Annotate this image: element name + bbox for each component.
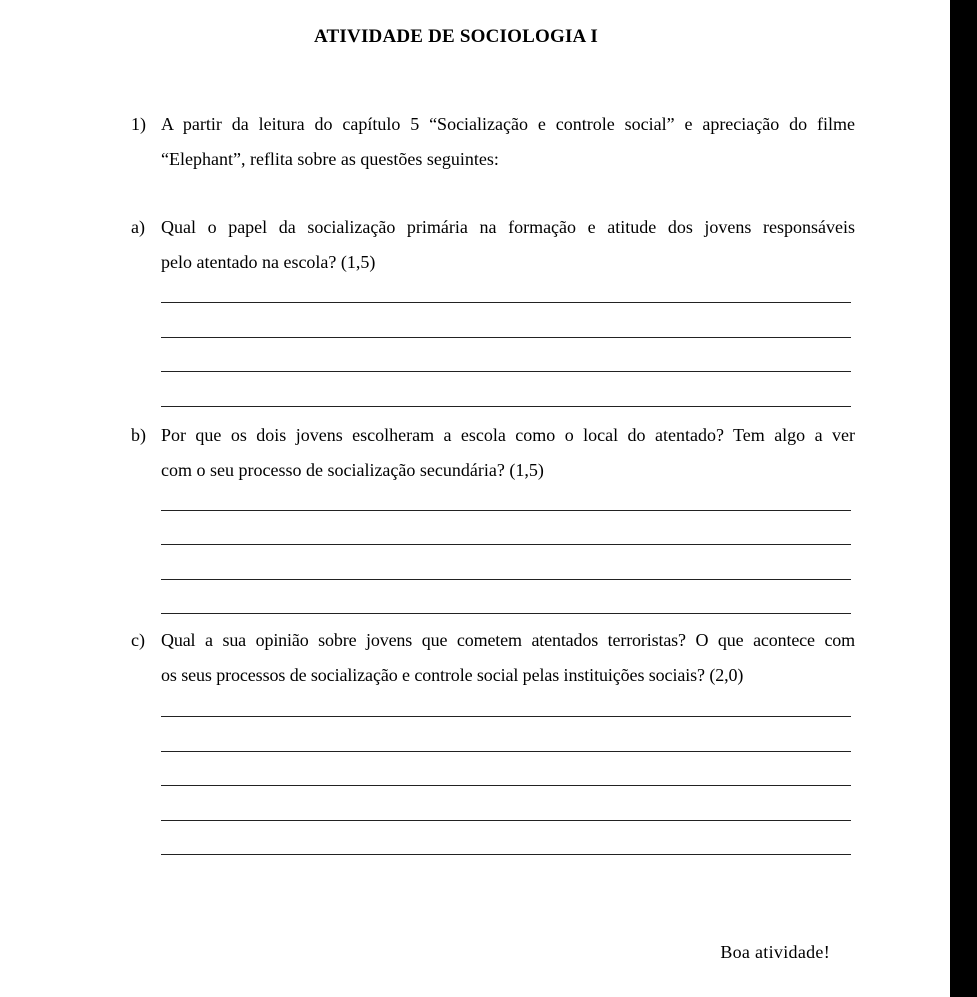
question-c-line-1: Qual a sua opinião sobre jovens que cometem atentados terroristas? O que acontece com <box>161 630 855 650</box>
answer-line-b-4[interactable] <box>161 613 851 614</box>
answer-line-b-1[interactable] <box>161 510 851 511</box>
answer-line-c-2[interactable] <box>161 751 851 752</box>
page-title: ATIVIDADE DE SOCIOLOGIA I <box>314 26 598 47</box>
question-b-line-1: Por que os dois jovens escolheram a escola como o local do atentado? Tem algo a ver <box>161 425 855 445</box>
intro-line-2: “Elephant”, reflita sobre as questões seguintes: <box>161 149 499 169</box>
question-a-line-2: pelo atentado na escola? (1,5) <box>161 252 376 272</box>
answer-line-c-3[interactable] <box>161 785 851 786</box>
answer-line-b-3[interactable] <box>161 579 851 580</box>
question-a-line-1: Qual o papel da socialização primária na formação e atitude dos jovens responsáveis <box>161 217 855 237</box>
question-b-line-2: com o seu processo de socialização secundária? (1,5) <box>161 460 544 480</box>
answer-line-a-4[interactable] <box>161 406 851 407</box>
answer-line-c-4[interactable] <box>161 820 851 821</box>
question-c-marker: c) <box>131 630 145 650</box>
answer-line-a-3[interactable] <box>161 371 851 372</box>
answer-line-b-2[interactable] <box>161 544 851 545</box>
answer-line-c-5[interactable] <box>161 854 851 855</box>
question-b-marker: b) <box>131 425 146 445</box>
closing-text: Boa atividade! <box>720 942 830 962</box>
answer-line-a-1[interactable] <box>161 302 851 303</box>
question-a-marker: a) <box>131 217 145 237</box>
page-edge-bar <box>950 0 977 997</box>
question-c-line-2: os seus processos de socialização e controle social pelas instituições sociais? (2,0) <box>161 665 744 685</box>
answer-line-c-1[interactable] <box>161 716 851 717</box>
answer-line-a-2[interactable] <box>161 337 851 338</box>
intro-line-1: A partir da leitura do capítulo 5 “Socialização e controle social” e apreciação do filme <box>161 114 855 134</box>
intro-number: 1) <box>131 114 146 134</box>
